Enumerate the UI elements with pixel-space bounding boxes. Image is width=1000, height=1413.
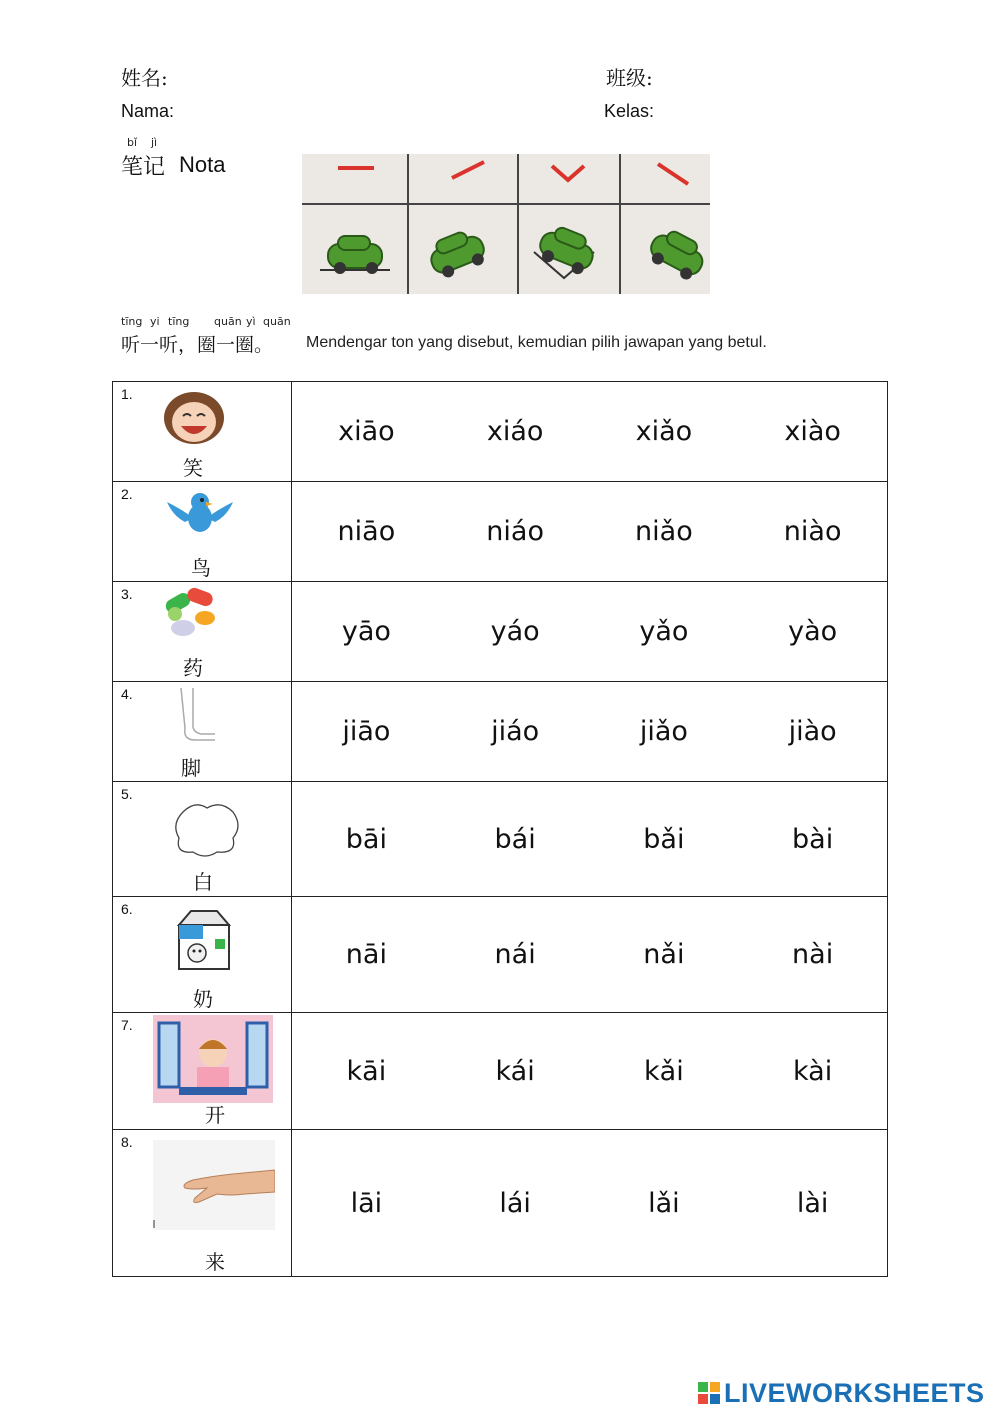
hanzi-label: 奶: [193, 987, 213, 1011]
car-icon: [320, 236, 390, 274]
options-cell: [292, 682, 888, 782]
picture-cell: [113, 382, 292, 482]
option-tone-2[interactable]: yáo: [490, 616, 540, 647]
option-tone-2[interactable]: kái: [495, 1055, 535, 1087]
options-cell: [292, 1013, 888, 1130]
hanzi-label: 药: [183, 656, 203, 680]
row-number: 8.: [121, 1134, 133, 1150]
option-tone-1[interactable]: lāi: [350, 1187, 383, 1219]
option-tone-3[interactable]: jiǎo: [639, 716, 688, 747]
class-label-cn: 班级:: [606, 66, 653, 90]
option-tone-3[interactable]: niǎo: [635, 516, 693, 547]
options-cell: [292, 782, 888, 897]
tone-marks-icon: [302, 154, 710, 294]
nota-title-ms: Nota: [179, 152, 226, 177]
picture-cell: [113, 782, 292, 897]
leg-icon: [171, 686, 221, 746]
option-tone-3[interactable]: bǎi: [643, 823, 685, 855]
table-row: [113, 382, 888, 482]
options-cell: [292, 482, 888, 582]
liveworksheets-logo-icon: [698, 1382, 720, 1404]
table-row: [113, 897, 888, 1013]
row-number: 5.: [121, 786, 133, 802]
table-row: [113, 1130, 888, 1277]
nota-pinyin-ji: jì: [151, 136, 158, 149]
table-row: [113, 482, 888, 582]
hanzi-label: 白: [193, 870, 213, 894]
bird-icon: [163, 488, 237, 540]
options-cell: [292, 582, 888, 682]
instruction-pinyin-4: quān: [214, 315, 242, 328]
option-tone-4[interactable]: lài: [796, 1187, 829, 1219]
name-label-cn: 姓名:: [121, 66, 168, 90]
option-tone-3[interactable]: lǎi: [648, 1187, 680, 1219]
option-tone-1[interactable]: bāi: [345, 823, 387, 855]
option-tone-4[interactable]: bài: [792, 823, 834, 855]
table-row: [113, 582, 888, 682]
instruction-pinyin-1: tīng: [121, 315, 143, 328]
nota-pinyin-bi: bǐ: [127, 136, 138, 149]
option-tone-2[interactable]: jiáo: [491, 716, 540, 747]
option-tone-1[interactable]: xiāo: [338, 416, 395, 447]
option-tone-3[interactable]: nǎi: [643, 939, 685, 970]
options-cell: [292, 382, 888, 482]
picture-cell: [113, 1013, 292, 1130]
hanzi-label: 开: [205, 1103, 225, 1127]
option-tone-1[interactable]: kāi: [346, 1055, 387, 1087]
option-tone-1[interactable]: nāi: [345, 939, 387, 970]
options-cell: [292, 1130, 888, 1277]
instruction-pinyin-6: quān: [263, 315, 291, 328]
option-tone-4[interactable]: yào: [788, 616, 838, 647]
option-tone-4[interactable]: niào: [783, 516, 842, 547]
option-tone-3[interactable]: xiǎo: [635, 416, 693, 447]
tone-chart-image: [302, 154, 710, 294]
laughing-girl-icon: [161, 386, 227, 444]
table-row: [113, 782, 888, 897]
option-tone-4[interactable]: kài: [793, 1055, 833, 1087]
instruction-ms: Mendengar ton yang disebut, kemudian pilih jawapan yang betul.: [306, 334, 767, 351]
instruction-pinyin-2: yi: [150, 315, 160, 328]
tone-quiz-table: [112, 381, 888, 1277]
option-tone-1[interactable]: yāo: [341, 616, 391, 647]
row-number: 4.: [121, 686, 133, 702]
instruction-cn: 听一听，圈一圈。: [121, 334, 274, 356]
option-tone-2[interactable]: niáo: [486, 516, 544, 547]
option-tone-2[interactable]: xiáo: [486, 416, 544, 447]
picture-cell: [113, 582, 292, 682]
option-tone-3[interactable]: kǎi: [644, 1055, 684, 1087]
hanzi-label: 鸟: [191, 556, 211, 580]
option-tone-2[interactable]: lái: [499, 1187, 531, 1219]
picture-cell: [113, 897, 292, 1013]
option-tone-4[interactable]: nài: [792, 939, 834, 970]
table-row: [113, 682, 888, 782]
blank-shape-icon: [171, 798, 243, 860]
instruction-pinyin-5: yì: [246, 315, 256, 328]
option-tone-2[interactable]: bái: [494, 823, 536, 855]
row-number: 7.: [121, 1017, 133, 1033]
brand-wordmark: LIVEWORKSHEETS: [724, 1378, 985, 1408]
table-row: [113, 1013, 888, 1130]
open-window-girl-icon: [153, 1015, 273, 1103]
pills-icon: [161, 584, 223, 644]
nota-title-cn: 笔记: [121, 155, 166, 180]
class-label-ms: Kelas:: [604, 101, 655, 121]
options-cell: [292, 897, 888, 1013]
instruction-pinyin-3: tīng: [168, 315, 190, 328]
picture-cell: [113, 1130, 292, 1277]
row-number: 2.: [121, 486, 133, 502]
row-number: 3.: [121, 586, 133, 602]
picture-cell: [113, 482, 292, 582]
option-tone-4[interactable]: jiào: [788, 716, 837, 747]
picture-cell: [113, 682, 292, 782]
name-label-ms: Nama:: [121, 101, 175, 121]
row-number: 1.: [121, 386, 133, 402]
hanzi-label: 来: [205, 1250, 225, 1274]
hanzi-label: 脚: [181, 756, 201, 780]
option-tone-1[interactable]: jiāo: [342, 716, 391, 747]
option-tone-3[interactable]: yǎo: [639, 616, 689, 647]
hanzi-label: 笑: [183, 456, 203, 480]
milk-carton-icon: [171, 907, 237, 973]
option-tone-1[interactable]: niāo: [337, 516, 396, 547]
option-tone-4[interactable]: xiào: [784, 416, 841, 447]
option-tone-2[interactable]: nái: [494, 939, 536, 970]
beckoning-hand-icon: [153, 1140, 275, 1230]
row-number: 6.: [121, 901, 133, 917]
